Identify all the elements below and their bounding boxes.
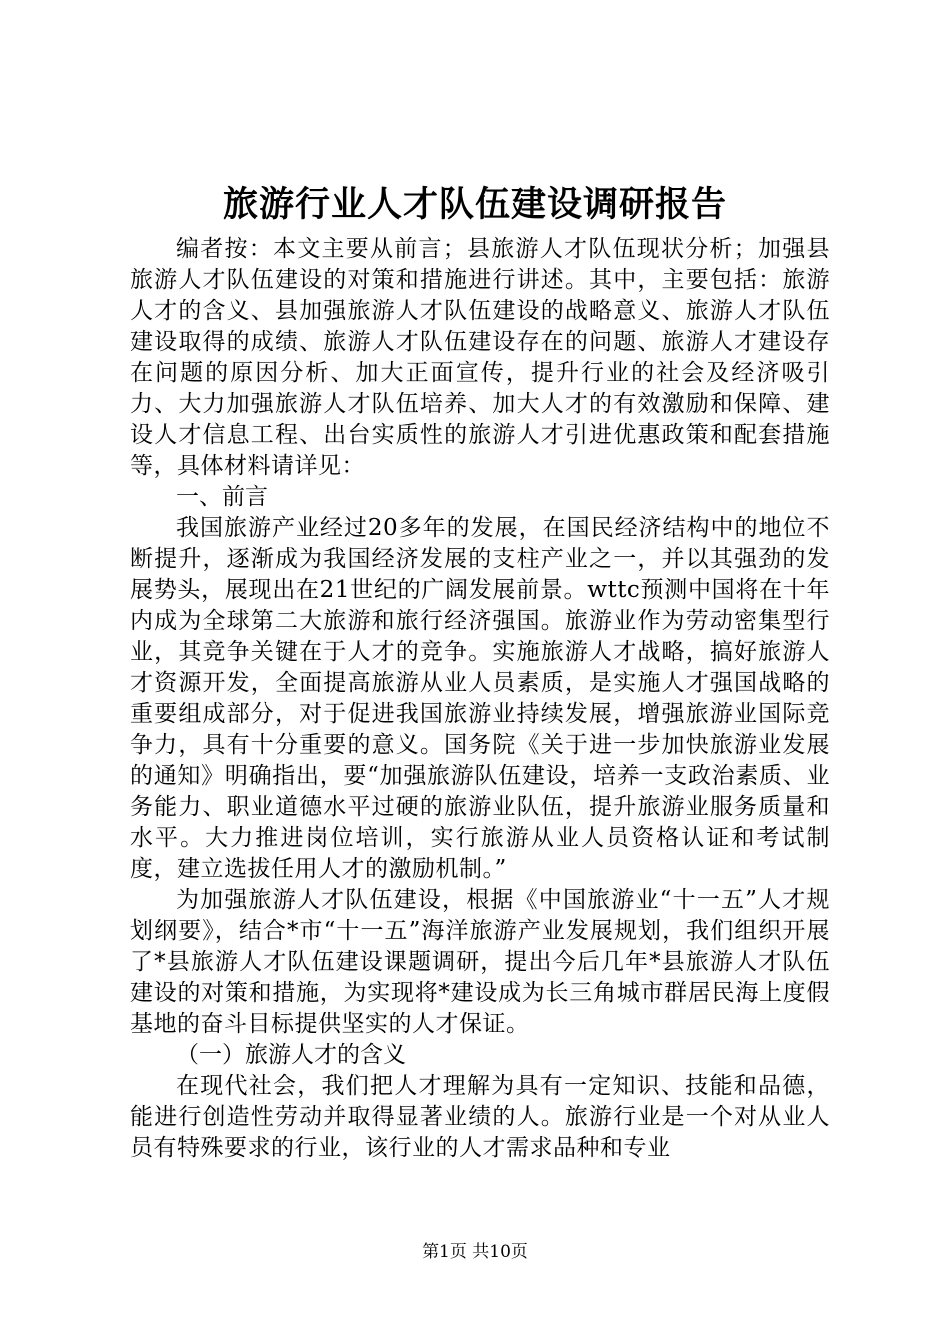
document-title: 旅游行业人才队伍建设调研报告 [222, 184, 727, 225]
editor-note-paragraph: 编者按：本文主要从前言；县旅游人才队伍现状分析；加强县旅游人才队伍建设的对策和措施进行讲述。其中，主要包括：旅游人才的含义、县加强旅游人才队伍建设的战略意义、旅游人才队伍建设取得的成绩、旅游人才队伍建设存在的问题、旅游人才建设存在问题的原因分析、加大正面宣传，提升行业的社会及经济吸引力、大力加强旅游人才队伍培养、加大人才的有效激励和保障、建设人才信息工程、出台实质性的旅游人才引进优惠政策和配套措施等，具体材料请详见： [130, 236, 830, 479]
subsection-heading: （一）旅游人才的含义 [176, 1042, 406, 1068]
body-paragraph: 为加强旅游人才队伍建设，根据《中国旅游业“十一五”人才规划纲要》，结合*市“十一五”海洋旅游产业发展规划，我们组织开展了*县旅游人才队伍建设课题调研，提出今后几年*县旅游人才队伍建设的对策和措施，为实现将*建设成为长三角城市群居民海上度假基地的奋斗目标提供坚实的人才保证。 [130, 887, 830, 1037]
document-body [130, 234, 830, 1164]
section-heading-preface: 一、前言 [176, 484, 268, 510]
body-paragraph: 我国旅游产业经过20多年的发展，在国民经济结构中的地位不断提升，逐渐成为我国经济发展的支柱产业之一，并以其强劲的发展势头，展现出在21世纪的广阔发展前景。wttc预测中国将在十年内成为全球第二大旅游和旅行经济强国。旅游业作为劳动密集型行业，其竞争关键在于人才的竞争。实施旅游人才战略，搞好旅游人才资源开发，全面提高旅游从业人员素质，是实施人才强国战略的重要组成部分，对于促进我国旅游业持续发展，增强旅游业国际竞争力，具有十分重要的意义。国务院《关于进一步加快旅游业发展的通知》明确指出，要“加强旅游队伍建设，培养一支政治素质、业务能力、职业道德水平过硬的旅游业队伍，提升旅游业服务质量和水平。大力推进岗位培训，实行旅游从业人员资格认证和考试制度，建立选拔任用人才的激励机制。” [130, 515, 830, 882]
body-paragraph: 在现代社会，我们把人才理解为具有一定知识、技能和品德，能进行创造性劳动并取得显著业绩的人。旅游行业是一个对从业人员有特殊要求的行业，该行业的人才需求品种和专业 [130, 1073, 830, 1161]
page-number-footer: 第1页 共10页 [422, 1242, 528, 1262]
